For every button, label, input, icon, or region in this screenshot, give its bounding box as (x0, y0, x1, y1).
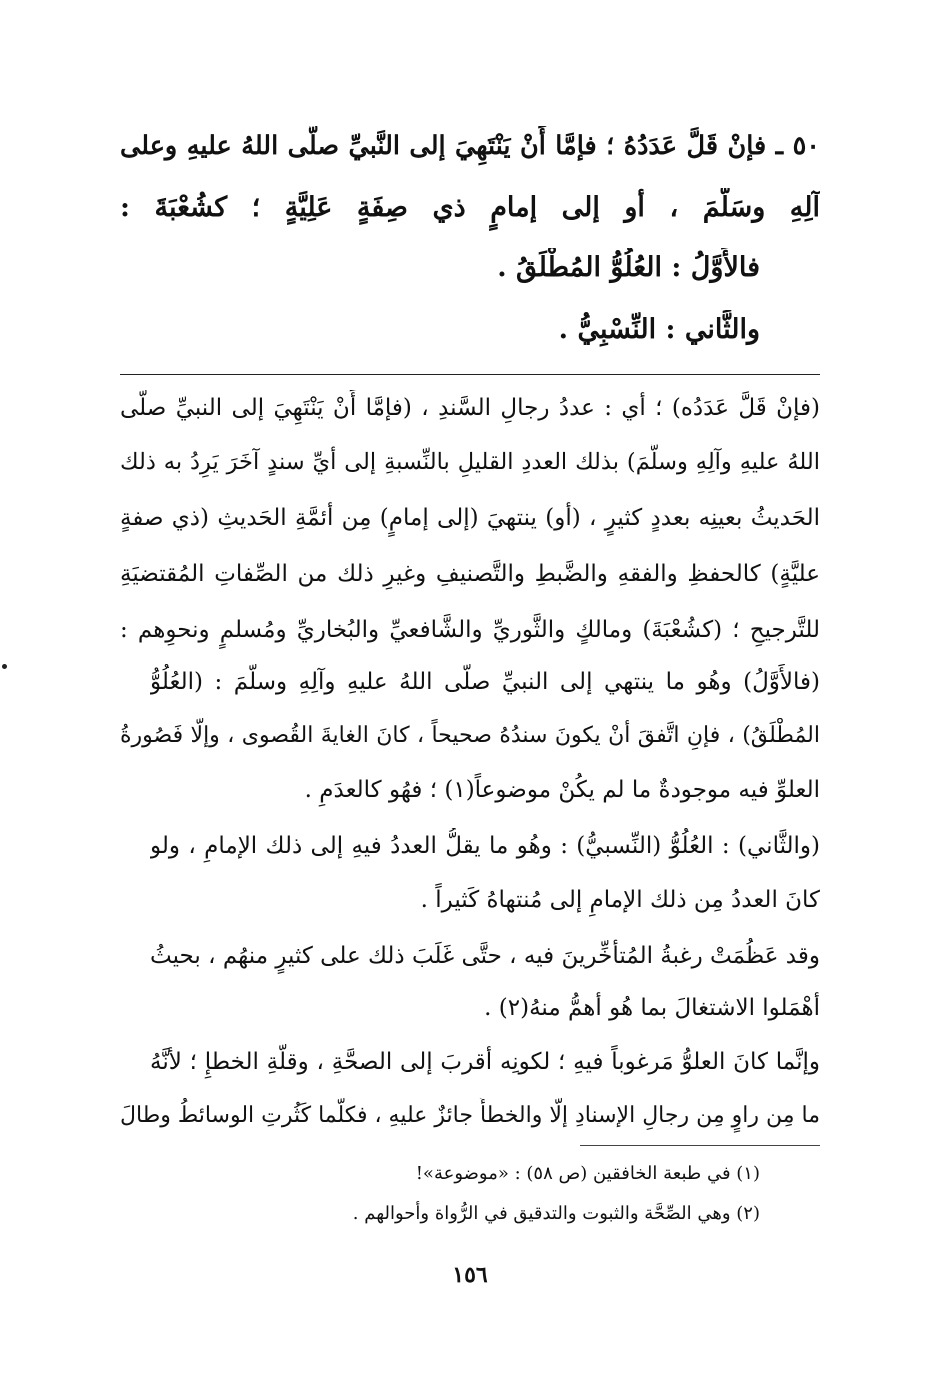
commentary-line: (فإنْ قَلَّ عَدَدُه) ؛ أي : عددُ رجالِ السَّندِ ، (فإمَّا أَنْ يَنْتَهِيَ إلى النبيِّ صلَّى (120, 395, 820, 421)
footnote: (٢) وهي الصِّحَّة والثبوت والتدقيق في الرُّواة وأحوالهم . (352, 1203, 760, 1224)
commentary-line: (فالأَوَّلُ) وهُو ما ينتهي إلى النبيِّ صلَّى اللهُ عليهِ وآلِهِ وسلَّمَ : (العُلُوُّ (150, 669, 820, 695)
commentary-line: كانَ العددُ مِن ذلك الإمامِ إلى مُنتهاهُ كَثيراً . (420, 887, 820, 913)
commentary-line: ما مِن راوٍ مِن رجالِ الإسنادِ إلَّا والخطأُ جائزٌ عليهِ ، فكلَّما كَثُرتِ الوسائطُ وطالَ (120, 1103, 820, 1128)
margin-dot (2, 664, 7, 669)
commentary-line: العلوِّ فيه موجودةٌ ما لم يكُنْ موضوعاً(١) ؛ فهُو كالعدَمِ . (304, 777, 820, 803)
commentary-line: المُطْلَقُ) ، فإنِ اتَّفقَ أنْ يكونَ سندُهُ صحيحاً ، كانَ الغايةَ القُصوى ، وإلَّا فَصُورةُ (120, 723, 820, 748)
commentary-line: وإنَّما كانَ العلوُّ مَرغوباً فيهِ ؛ لكونِه أقربَ إلى الصحَّةِ ، وقلَّةِ الخطإِ ؛ لأنَّهُ (150, 1049, 820, 1075)
footnote: (١) في طبعة الخافقين (ص ٥٨) : «موضوعة»! (415, 1163, 760, 1184)
main-text-line: فالأَوَّلُ : العُلُوُّ المُطْلَقُ . (497, 252, 760, 283)
commentary-line: وقد عَظُمَتْ رغبةُ المُتأخِّرينَ فيه ، حتَّى غَلَبَ ذلك على كثيرٍ منهُم ، بحيثُ (150, 943, 820, 969)
commentary-line: (والثَّاني) : العُلُوُّ (النِّسبيُّ) : وهُو ما يقلُّ العددُ فيهِ إلى ذلك الإمامِ ، ولو (150, 833, 820, 859)
text-separator (120, 374, 820, 375)
commentary-line: أهْمَلوا الاشتغالَ بما هُو أهمُّ منهُ(٢) . (484, 995, 820, 1021)
footnote-separator (580, 1145, 820, 1146)
commentary-line: الحَديثُ بعينِه بعددٍ كثيرٍ ، (أو) ينتهيَ (إلى إمامٍ) مِن أئمَّةِ الحَديثِ (ذي صفةٍ (120, 505, 820, 531)
page-number: ١٥٦ (452, 1262, 488, 1288)
commentary-line: للتَّرجيحِ ؛ (كشُعْبَةَ) ومالكٍ والثَّوريِّ والشَّافعيِّ والبُخاريِّ ومُسلمٍ ونحوِهم : (120, 617, 820, 643)
main-text-line: والثَّاني : النِّسْبِيُّ . (558, 314, 760, 345)
main-text-line: آلِهِ وسَلَّمَ ، أو إلى إمامٍ ذي صِفَةٍ عَلِيَّةٍ ؛ كشُعْبَةَ : (120, 192, 820, 223)
main-text-line: ٥٠ ـ فإنْ قَلَّ عَدَدُهُ ؛ فإمَّا أَنْ يَنْتَهِيَ إلى النَّبيِّ صلَّى اللهُ عليهِ وعلى (120, 131, 820, 161)
commentary-line: عليَّةٍ) كالحفظِ والفقهِ والضَّبطِ والتَّصنيفِ وغيرِ ذلك من الصِّفاتِ المُقتضيَةِ (120, 561, 820, 587)
commentary-line: اللهُ عليهِ وآلِهِ وسلَّمَ) بذلك العددِ القليلِ بالنِّسبةِ إلى أيِّ سندٍ آخَرَ يَرِدُ به ذلك (120, 449, 820, 475)
